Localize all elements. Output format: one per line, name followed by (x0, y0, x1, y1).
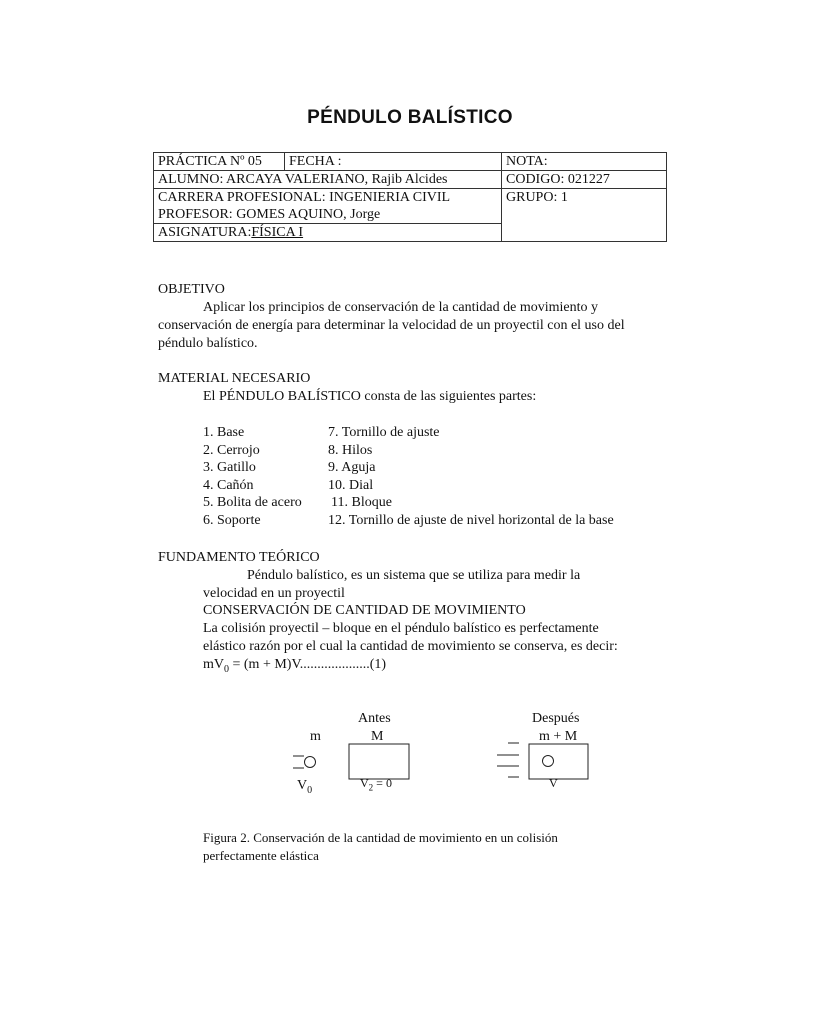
fundamento-p2-line-2: elástico razón por el cual la cantidad de movimiento se conserva, es decir: (203, 639, 618, 654)
v2-subscript: 2 (368, 782, 374, 793)
list-item: 5. Bolita de acero (203, 495, 302, 510)
fundamento-p1-line-1: Péndulo balístico, es un sistema que se utiliza para medir la (247, 568, 581, 583)
v2-label (360, 776, 392, 793)
objetivo-line-3: péndulo balístico. (158, 336, 258, 351)
grupo-cell: GRUPO: 1 (502, 189, 667, 242)
list-item: 2. Cerrojo (203, 442, 260, 458)
list-item: 12. Tornillo de ajuste de nivel horizontal de la base (328, 512, 614, 528)
v2-value: = 0 (373, 776, 392, 790)
equation-part: = (m + M)V....................(1) (229, 657, 387, 672)
despues-label: Después (532, 711, 580, 726)
equation-subscript: 0 (224, 663, 229, 675)
material-intro-suffix: consta de las siguientes partes: (360, 389, 537, 404)
carrera-cell: CARRERA PROFESIONAL: INGENIERIA CIVIL (154, 189, 502, 207)
conservacion-heading: CONSERVACIÓN DE CANTIDAD DE MOVIMIENTO (203, 603, 526, 618)
list-item: 9. Aguja (328, 460, 376, 475)
page-title: PÉNDULO BALÍSTICO (307, 107, 513, 128)
list-item: 3. Gatillo (203, 460, 256, 475)
list-item: 11. Bloque (331, 495, 392, 510)
fundamento-p2-line-1: La colisión proyectil – bloque en el péndulo balístico es perfectamente (203, 621, 599, 636)
material-heading: MATERIAL NECESARIO (158, 371, 311, 386)
fecha-cell: FECHA : (285, 153, 502, 171)
profesor-cell: PROFESOR: GOMES AQUINO, Jorge (154, 206, 502, 224)
objetivo-heading: OBJETIVO (158, 282, 225, 297)
list-item: 7. Tornillo de ajuste (328, 425, 440, 440)
alumno-cell: ALUMNO: ARCAYA VALERIANO, Rajib Alcides (154, 171, 502, 189)
v2-symbol: V (360, 776, 369, 790)
projectile-ball-icon (305, 757, 316, 768)
figure-caption-line-2: perfectamente elástica (203, 848, 319, 863)
block-before (349, 744, 409, 779)
v0-subscript: 0 (307, 784, 313, 796)
list-item: 8. Hilos (328, 442, 373, 458)
list-item: 1. Base (203, 425, 245, 440)
v-label: V (549, 776, 558, 790)
material-intro-prefix: El PÉNDULO BALÍSTICO (203, 389, 361, 404)
asignatura-label: ASIGNATURA: (158, 225, 252, 240)
fundamento-heading: FUNDAMENTO TEÓRICO (158, 550, 320, 565)
fundamento-p1-line-2: velocidad en un proyectil (203, 586, 345, 601)
practica-cell: PRÁCTICA Nº 05 (154, 153, 285, 171)
list-item: 10. Dial (328, 477, 374, 493)
v0-symbol: V (297, 778, 308, 793)
block-after (529, 744, 588, 779)
list-item: 6. Soporte (203, 512, 261, 528)
objetivo-line-1: Aplicar los principios de conservación de la cantidad de movimiento y (203, 300, 598, 315)
combined-mass-label: m + M (539, 729, 578, 744)
equation-part: mV (203, 657, 224, 672)
objetivo-line-2: conservación de energía para determinar la velocidad de un proyectil con el uso del (158, 318, 625, 333)
mass-M-label: M (371, 729, 384, 744)
nota-cell: NOTA: (502, 153, 667, 171)
v0-label (297, 777, 312, 795)
embedded-ball-icon (543, 756, 554, 767)
figure-caption-line-1: Figura 2. Conservación de la cantidad de movimiento en un colisión (203, 830, 558, 845)
codigo-cell: CODIGO: 021227 (502, 171, 667, 189)
list-item: 4. Cañón (203, 477, 254, 493)
mass-m-label: m (310, 729, 321, 744)
antes-label: Antes (358, 711, 391, 726)
asignatura-value: FÍSICA I (251, 225, 304, 240)
